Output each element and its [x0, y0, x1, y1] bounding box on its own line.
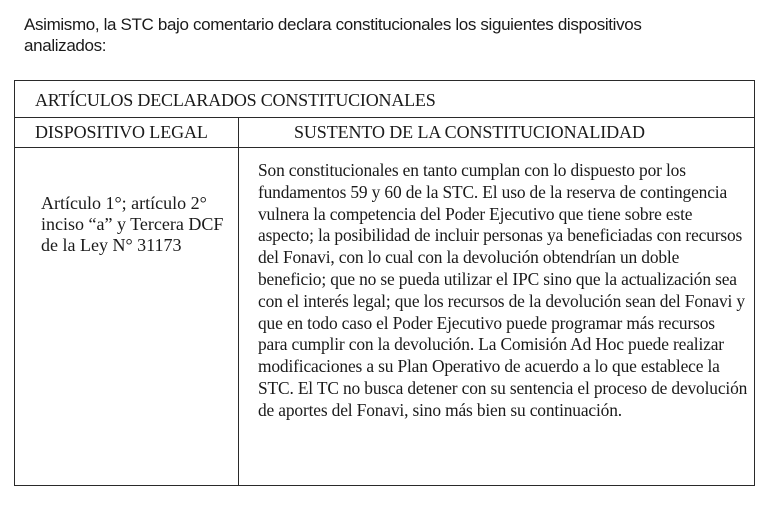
cell-sustento: Son constitucionales en tanto cumplan con lo dispuesto por los fundamentos 59 y 60 de la STC. El uso de la reserva de contingencia vulnera la competencia del Poder Ejecutivo que tiene sobre este aspecto; la posibilidad de incluir personas ya beneficiadas con recursos del Fonavi, con lo cual con la devolución obtendrían un doble beneficio; que no se pueda utilizar el IPC sino que la actualización sea con el interés legal; que los recursos de la devolución sean del Fonavi y que en todo caso el Poder Ejecutivo puede programar más recursos para cumplir con la devolución. La Comisión Ad Hoc puede realizar modificaciones a su Plan Operativo de acuerdo a lo que establece la STC. El TC no busca detener con su sentencia el proceso de devolución de aportes del Fonavi, sino más bien su continuación. [239, 148, 755, 486]
table-title: ARTÍCULOS DECLARADOS CONSTITUCIONALES [15, 81, 755, 118]
cell-dispositivo: Artículo 1°; artículo 2° inciso “a” y Tercera DCF de la Ley N° 31173 [15, 148, 239, 486]
table-title-row [15, 81, 755, 118]
table-row [15, 148, 755, 486]
table-header-row [15, 118, 755, 148]
header-dispositivo-legal: DISPOSITIVO LEGAL [15, 118, 239, 148]
header-sustento: SUSTENTO DE LA CONSTITUCIONALIDAD [239, 118, 755, 148]
intro-paragraph: Asimismo, la STC bajo comentario declara constitucionales los siguientes dispositivos analizados: [24, 15, 642, 55]
articles-table [14, 80, 755, 486]
